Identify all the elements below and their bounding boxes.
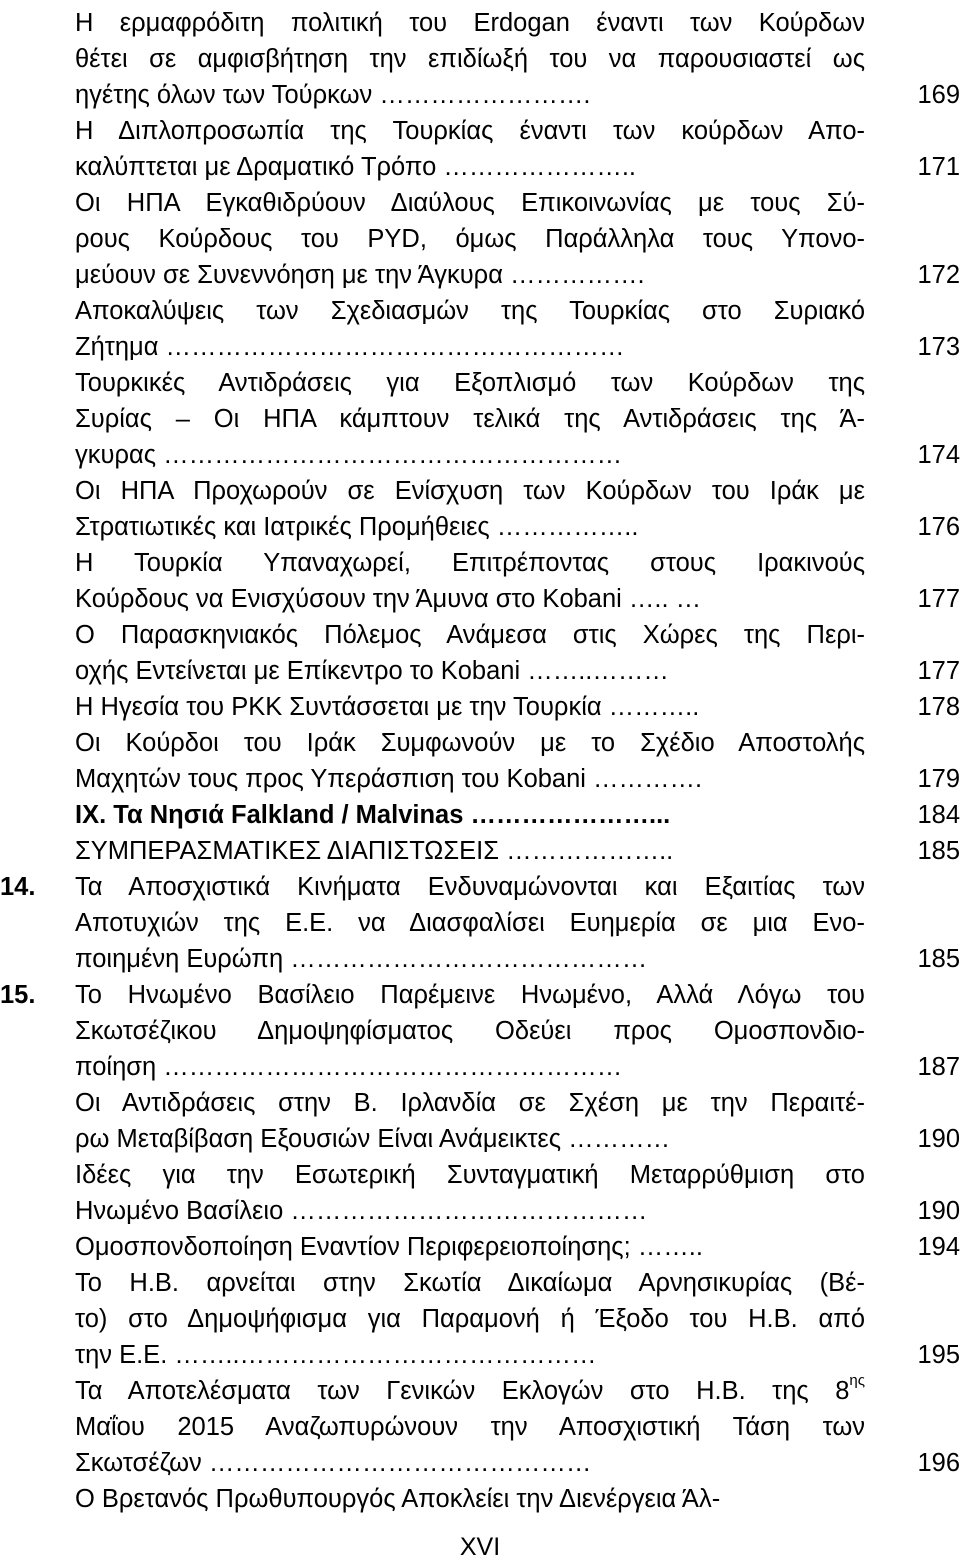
toc-entry-line <box>0 437 960 473</box>
toc-entry[interactable] <box>0 545 960 617</box>
toc-entry[interactable] <box>0 113 960 185</box>
toc-page-number: 172 <box>917 261 960 289</box>
section-number: 14. <box>0 873 36 901</box>
toc-page-number: 177 <box>917 585 960 613</box>
toc-entry[interactable] <box>0 977 960 1085</box>
toc-page-number: 187 <box>917 1053 960 1081</box>
toc-entry-line <box>0 293 960 329</box>
toc-entry[interactable] <box>0 1157 960 1229</box>
toc-entry-title-text: Τουρκικές Αντιδράσεις για Εξοπλισμό των Κούρδων της <box>75 369 865 397</box>
toc-entry[interactable] <box>0 185 960 293</box>
toc-entry-title-text: θέτει σε αμφισβήτηση την επιδίωξή του να παρουσιαστεί ως <box>75 45 865 73</box>
toc-entry-title-text: Στρατιωτικές και Ιατρικές Προμήθειες …………….. <box>75 513 639 541</box>
toc-entry[interactable] <box>0 1373 960 1481</box>
toc-entry-line <box>0 509 960 545</box>
toc-entry-line <box>0 221 960 257</box>
toc-entry-title-text: οχής Εντείνεται με Επίκεντρο το Kobani ……..……… <box>75 657 669 685</box>
toc-entry-title-text: Ο Βρετανός Πρωθυπουργός Αποκλείει την Διενέργεια Άλ- <box>75 1485 721 1513</box>
toc-entry-line <box>0 1445 960 1481</box>
toc-entry-title-text: μεύουν σε Συνεννόηση με την Άγκυρα ……………. <box>75 261 645 289</box>
toc-page-number: 174 <box>917 441 960 469</box>
toc-entry-title-text: Η Τουρκία Υπαναχωρεί, Επιτρέποντας στους Ιρακινούς <box>75 549 865 577</box>
toc-entry-title-text: Ομοσπονδοποίηση Εναντίον Περιφερειοποίησης; …….. <box>75 1233 703 1261</box>
toc-entry-line <box>0 257 960 293</box>
toc-entry[interactable] <box>0 473 960 545</box>
toc-page-number: 196 <box>917 1449 960 1477</box>
toc-entry-line <box>0 41 960 77</box>
toc-entry[interactable] <box>0 293 960 365</box>
ordinal-superscript: ης <box>849 1372 865 1389</box>
toc-entry-line <box>0 185 960 221</box>
toc-entry-line <box>0 941 960 977</box>
toc-entry-title-text: Το Η.Β. αρνείται στην Σκωτία Δικαίωμα Αρνησικυρίας (Βέ- <box>75 1269 865 1297</box>
toc-entry-title-text: το) στο Δημοψήφισμα για Παραμονή ή Έξοδο του Η.Β. από <box>75 1305 865 1333</box>
toc-page-number: 169 <box>917 81 960 109</box>
toc-entry-title-text: Η Διπλοπροσωπία της Τουρκίας έναντι των κούρδων Απο- <box>75 117 865 145</box>
toc-entry[interactable] <box>0 869 960 977</box>
toc-entry-title-text: Οι ΗΠΑ Εγκαθιδρύουν Διαύλους Επικοινωνίας με τους Σύ- <box>75 189 865 217</box>
toc-entry[interactable] <box>0 5 960 113</box>
toc-entry-title-text: Ο Παρασκηνιακός Πόλεμος Ανάμεσα στις Χώρες της Περι- <box>75 621 865 649</box>
toc-page-number: 194 <box>917 1233 960 1261</box>
toc-page-number: 179 <box>917 765 960 793</box>
toc-entry-title-text: IX. Τα Νησιά Falkland / Malvinas …………………... <box>75 801 671 829</box>
toc-entry-line <box>0 1085 960 1121</box>
toc-entry-line <box>0 365 960 401</box>
toc-entry-line <box>0 689 960 725</box>
toc-entry-line <box>0 1229 960 1265</box>
toc-page-number: 195 <box>917 1341 960 1369</box>
toc-entry[interactable] <box>0 617 960 689</box>
toc-entry-line <box>0 761 960 797</box>
toc-entry-line <box>0 149 960 185</box>
toc-entry-title-text: Ηνωμένο Βασίλειο …………………………………… <box>75 1197 648 1225</box>
toc-entry[interactable] <box>0 725 960 797</box>
toc-entry-title-text: Οι Κούρδοι του Ιράκ Συμφωνούν με το Σχέδιο Αποστολής <box>75 729 865 757</box>
toc-entry-title-text: Η ερμαφρόδιτη πολιτική του Erdogan έναντι των Κούρδων <box>75 9 865 37</box>
toc-page-number: 176 <box>917 513 960 541</box>
toc-entry-line <box>0 1049 960 1085</box>
toc-page-number: 184 <box>917 801 960 829</box>
toc-entry-line <box>0 473 960 509</box>
toc-entry[interactable] <box>0 833 960 869</box>
toc-entry-title-text: Μαΐου 2015 Αναζωπυρώνουν την Αποσχιστική Τάση των <box>75 1413 865 1441</box>
toc-entry-line <box>0 1301 960 1337</box>
toc-entry-line <box>0 5 960 41</box>
toc-entry-line <box>0 1193 960 1229</box>
section-number: 15. <box>0 981 36 1009</box>
toc-entry-line <box>0 653 960 689</box>
toc-entry[interactable] <box>0 1229 960 1265</box>
toc-page-number: 185 <box>917 945 960 973</box>
toc-entry-line <box>0 581 960 617</box>
toc-entry-line <box>0 725 960 761</box>
toc-entry[interactable] <box>0 1265 960 1373</box>
toc-entry-line <box>0 77 960 113</box>
toc-entry-title-text: ΣΥΜΠΕΡΑΣΜΑΤΙΚΕΣ ΔΙΑΠΙΣΤΩΣΕΙΣ ……………….. <box>75 837 674 865</box>
toc-entry-line <box>0 797 960 833</box>
toc-entry-title-text: γκυρας ……………………………………………… <box>75 441 623 469</box>
toc-entry-line <box>0 1373 960 1409</box>
toc-entry-title-text: Οι Αντιδράσεις στην Β. Ιρλανδία σε Σχέση με την Περαιτέ- <box>75 1089 865 1117</box>
toc-entry-title-text: ρους Κούρδους του PYD, όμως Παράλληλα τους Υπονο- <box>75 225 865 253</box>
toc-entry[interactable] <box>0 365 960 473</box>
toc-entry-title-text: Τα Αποτελέσματα των Γενικών Εκλογών στο Η.Β. της $8^{\eta\varsigma}$ <box>75 1372 865 1405</box>
toc-entry-line <box>0 1337 960 1373</box>
toc-entry-title-text: Ιδέες για την Εσωτερική Συνταγματική Μεταρρύθμιση στο <box>75 1161 865 1189</box>
toc-entry-line <box>0 1265 960 1301</box>
toc-entry-line <box>0 977 960 1013</box>
toc-entry-title-text: ποιημένη Ευρώπη …………………………………… <box>75 945 648 973</box>
toc-entry-line <box>0 1157 960 1193</box>
toc-entry-title-text: ηγέτης όλων των Τούρκων ……………………. <box>75 81 591 109</box>
toc-page-number: 190 <box>917 1125 960 1153</box>
toc-entry-title-text: Σκωτσέζικου Δημοψηφίσματος Οδεύει προς Ομοσπονδιο- <box>75 1017 865 1045</box>
toc-page-number: 173 <box>917 333 960 361</box>
toc-page-number: 178 <box>917 693 960 721</box>
toc-entry-title-text: Το Ηνωμένο Βασίλειο Παρέμεινε Ηνωμένο, Αλλά Λόγω του <box>75 981 865 1009</box>
toc-entry-line <box>0 869 960 905</box>
toc-entry-title-text: την Ε.Ε. ……..…………………………………… <box>75 1341 597 1369</box>
toc-entry-title-text: ποίηση ……………………………………………… <box>75 1053 623 1081</box>
toc-page-number: 185 <box>917 837 960 865</box>
toc-entry[interactable] <box>0 797 960 833</box>
toc-entry-line <box>0 401 960 437</box>
toc-entry-title-text: Οι ΗΠΑ Προχωρούν σε Ενίσχυση των Κούρδων του Ιράκ με <box>75 477 865 505</box>
toc-entry-line <box>0 113 960 149</box>
toc-entry-line <box>0 1013 960 1049</box>
toc-entry[interactable] <box>0 689 960 725</box>
toc-entry[interactable] <box>0 1085 960 1157</box>
toc-entry-title-text: καλύπτεται με Δραματικό Τρόπο ………………….. <box>75 153 637 181</box>
toc-entry-line <box>0 905 960 941</box>
toc-entry-title-text: Συρίας – Οι ΗΠΑ κάμπτουν τελικά της Αντιδράσεις της Ά- <box>75 405 865 433</box>
toc-entry-line <box>0 545 960 581</box>
toc-entry[interactable] <box>0 1481 960 1517</box>
toc-entry-title-text: Αποτυχιών της Ε.Ε. να Διασφαλίσει Ευημερία σε μια Ενο- <box>75 909 865 937</box>
toc-entry-line <box>0 833 960 869</box>
toc-entry-line <box>0 1481 960 1517</box>
toc-page-number: 171 <box>917 153 960 181</box>
toc-entry-line <box>0 1409 960 1445</box>
toc-entry-title-text: Μαχητών τους προς Υπεράσπιση του Kobani …………. <box>75 765 703 793</box>
toc-entry-line <box>0 1121 960 1157</box>
toc-entry-title-text: Ζήτημα ……………………………………………… <box>75 333 625 361</box>
toc-entry-title-text: ρω Μεταβίβαση Εξουσιών Είναι Ανάμεικτες ………… <box>75 1125 671 1153</box>
toc-page-number: 177 <box>917 657 960 685</box>
toc-entry-line <box>0 617 960 653</box>
toc-entry-title-text: Αποκαλύψεις των Σχεδιασμών της Τουρκίας στο Συριακό <box>75 297 865 325</box>
toc-entry-title-text: Κούρδους να Ενισχύσουν την Άμυνα στο Kobani ….. … <box>75 585 702 613</box>
toc-entry-title-text: Η Ηγεσία του PKK Συντάσσεται με την Τουρκία ……….. <box>75 693 700 721</box>
toc-entry-title-text: Σκωτσέζων ……………………………………… <box>75 1449 592 1477</box>
toc-entry-title-text: Τα Αποσχιστικά Κινήματα Ενδυναμώνονται και Εξαιτίας των <box>75 873 865 901</box>
page-footer-number: XVI <box>459 1533 501 1561</box>
toc-page-number: 190 <box>917 1197 960 1225</box>
toc-entry-line <box>0 329 960 365</box>
